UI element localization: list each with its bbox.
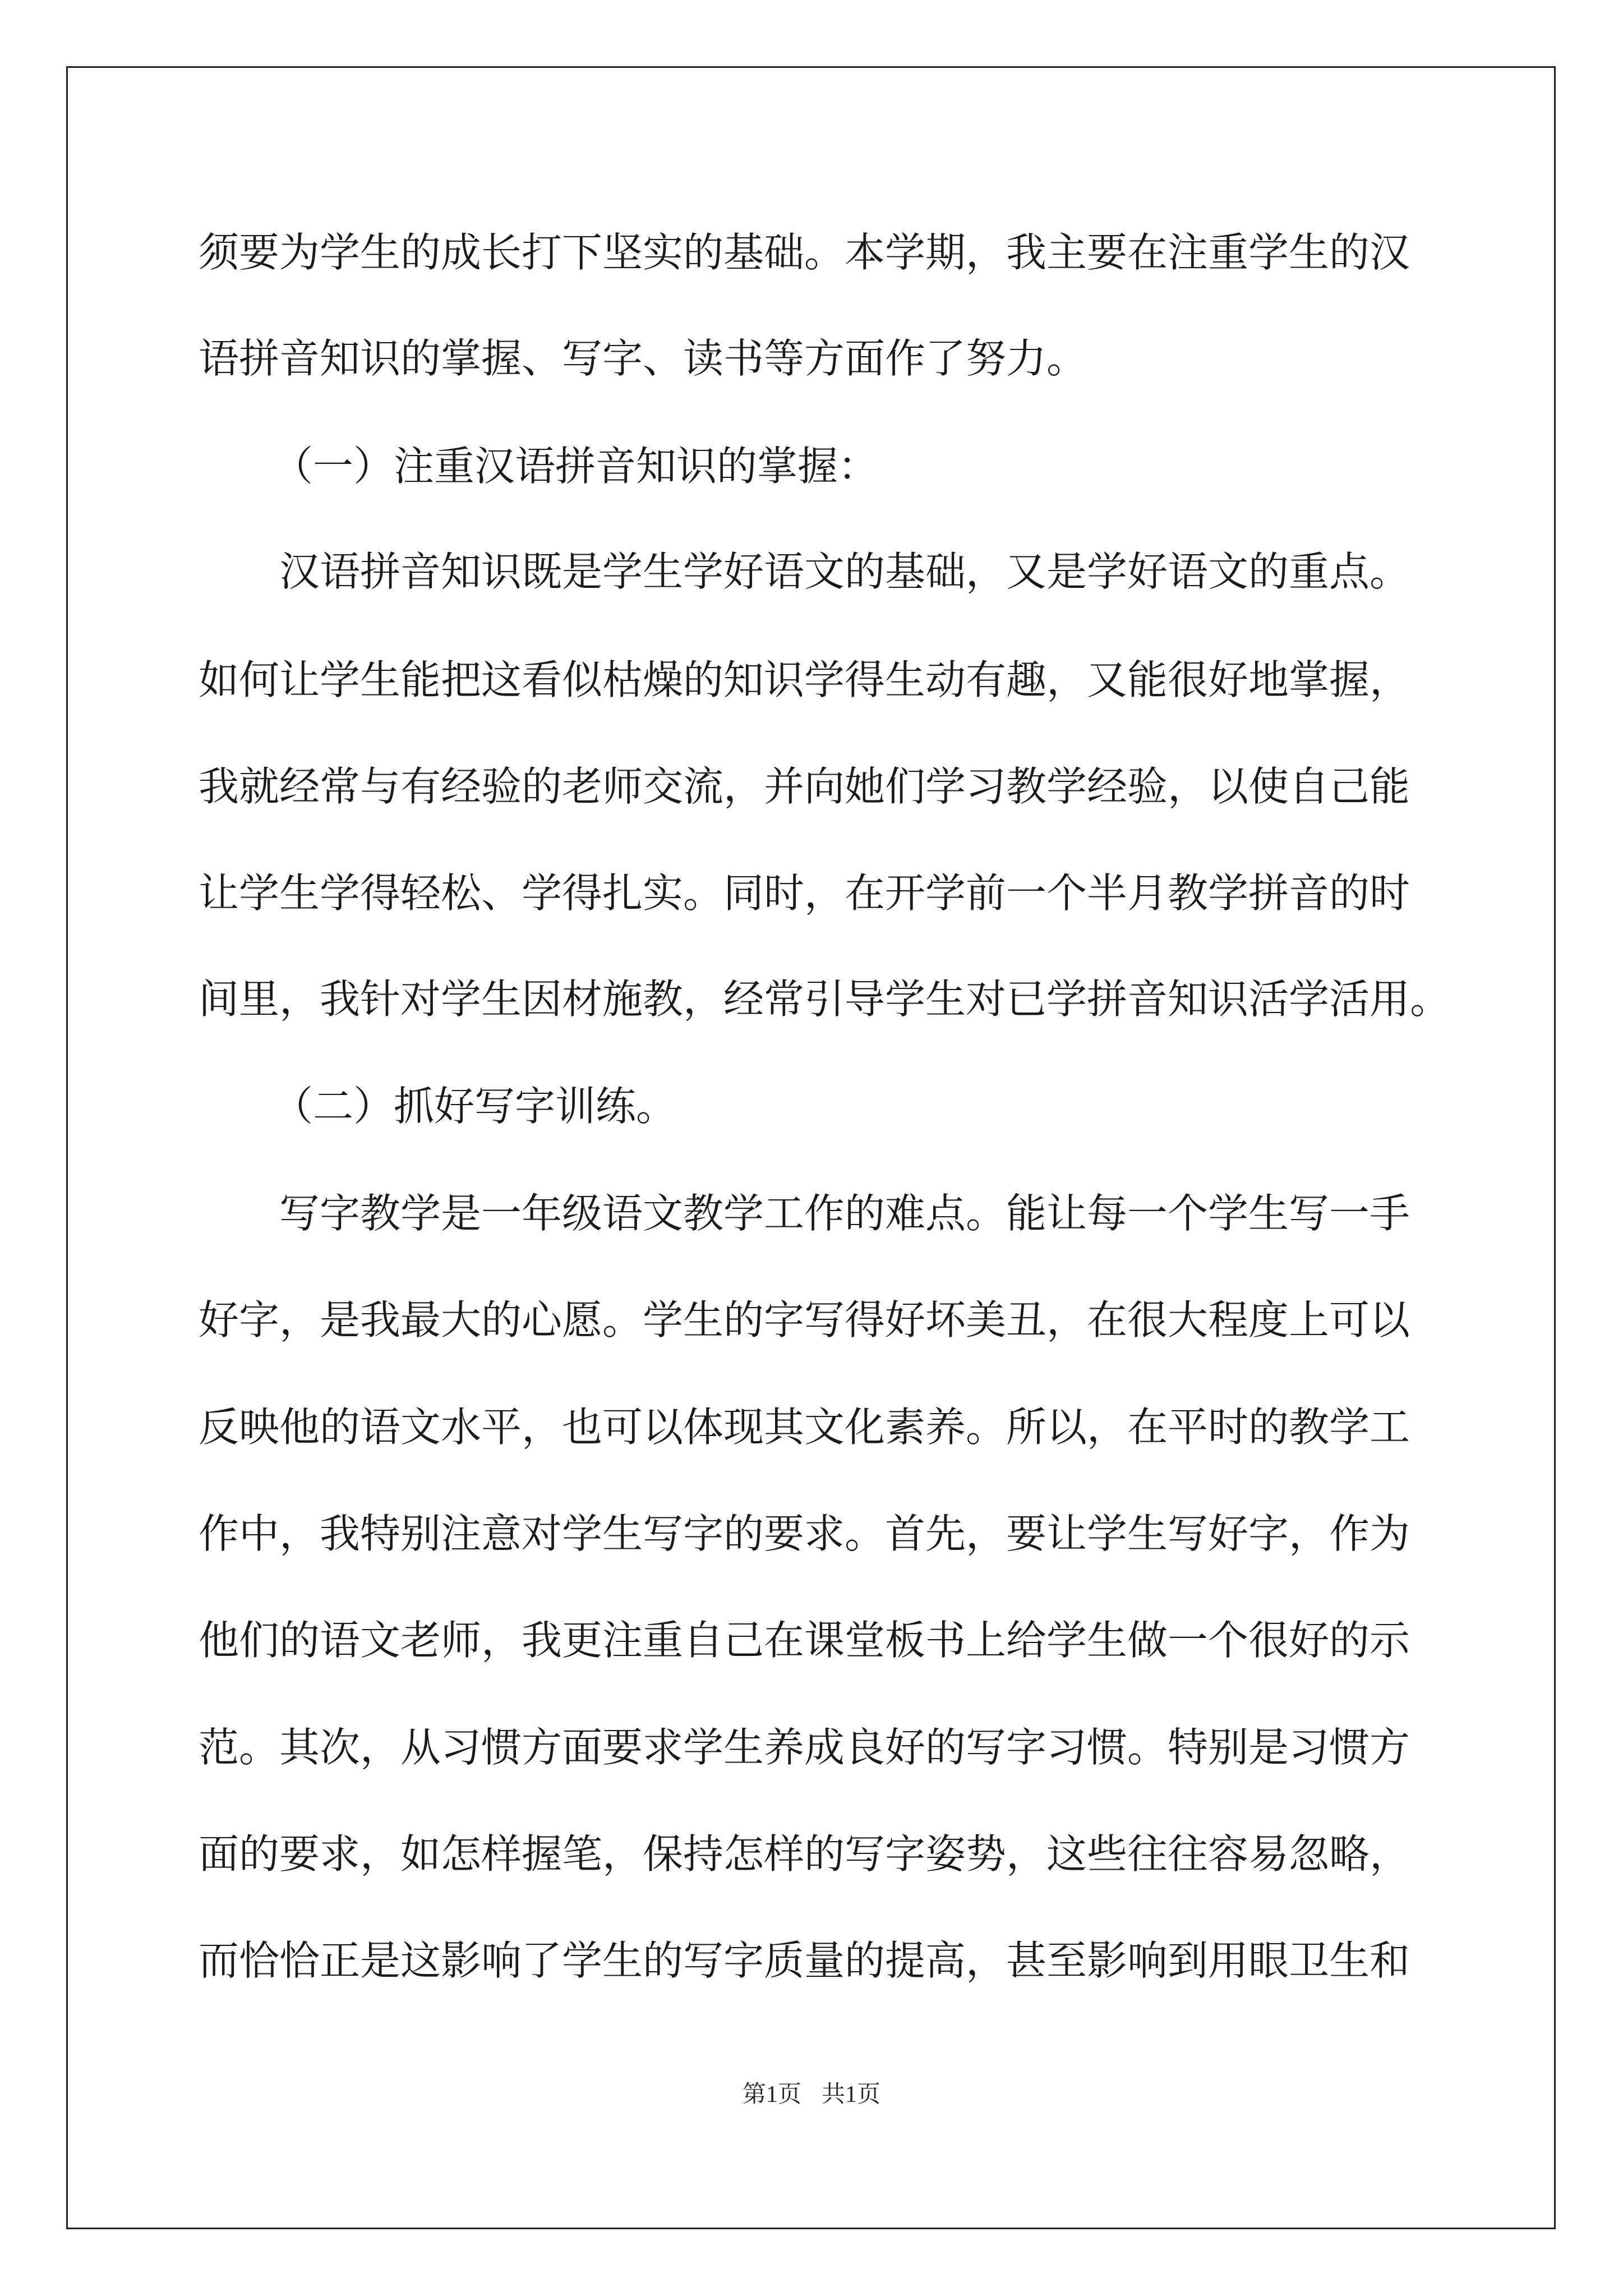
- page-number: 第1页: [742, 2082, 801, 2108]
- text-line: 反映他的语文水平，也可以体现其文化素养。所以，在平时的教学工: [199, 1404, 1410, 1451]
- text-line: 我就经常与有经验的老师交流，并向她们学习教学经验，以使自己能: [199, 763, 1410, 810]
- text-line: 汉语拼音知识既是学生学好语文的基础，又是学好语文的重点。: [279, 548, 1410, 595]
- text-line: 间里，我针对学生因材施教，经常引导学生对已学拼音知识活学活用。: [199, 976, 1451, 1023]
- text-line: 而恰恰正是这影响了学生的写字质量的提高，甚至影响到用眼卫生和: [199, 1937, 1410, 1984]
- page-footer: [0, 2076, 1623, 2109]
- page-total: 共1页: [822, 2082, 881, 2108]
- text-line: 须要为学生的成长打下坚实的基础。本学期，我主要在注重学生的汉: [199, 229, 1410, 276]
- text-line: 面的要求，如怎样握笔，保持怎样的写字姿势，这些往往容易忽略，: [199, 1830, 1410, 1878]
- text-line: 范。其次，从习惯方面要求学生养成良好的写字习惯。特别是习惯方: [199, 1724, 1410, 1771]
- text-line: 如何让学生能把这看似枯燥的知识学得生动有趣，又能很好地掌握，: [199, 656, 1410, 703]
- section-heading: （二）抓好写字训练。: [273, 1083, 677, 1130]
- section-heading: （一）注重汉语拼音知识的掌握：: [273, 443, 879, 490]
- text-line: 作中，我特别注意对学生写字的要求。首先，要让学生写好字，作为: [199, 1510, 1410, 1557]
- text-line: 写字教学是一年级语文教学工作的难点。能让每一个学生写一手: [279, 1190, 1410, 1237]
- text-line: 好字，是我最大的心愿。学生的字写得好坏美丑，在很大程度上可以: [199, 1296, 1410, 1343]
- text-line: 语拼音知识的掌握、写字、读书等方面作了努力。: [199, 335, 1087, 382]
- page-border: [66, 66, 1556, 2229]
- text-line: 让学生学得轻松、学得扎实。同时，在开学前一个半月教学拼音的时: [199, 869, 1410, 917]
- text-line: 他们的语文老师，我更注重自己在课堂板书上给学生做一个很好的示: [199, 1617, 1410, 1664]
